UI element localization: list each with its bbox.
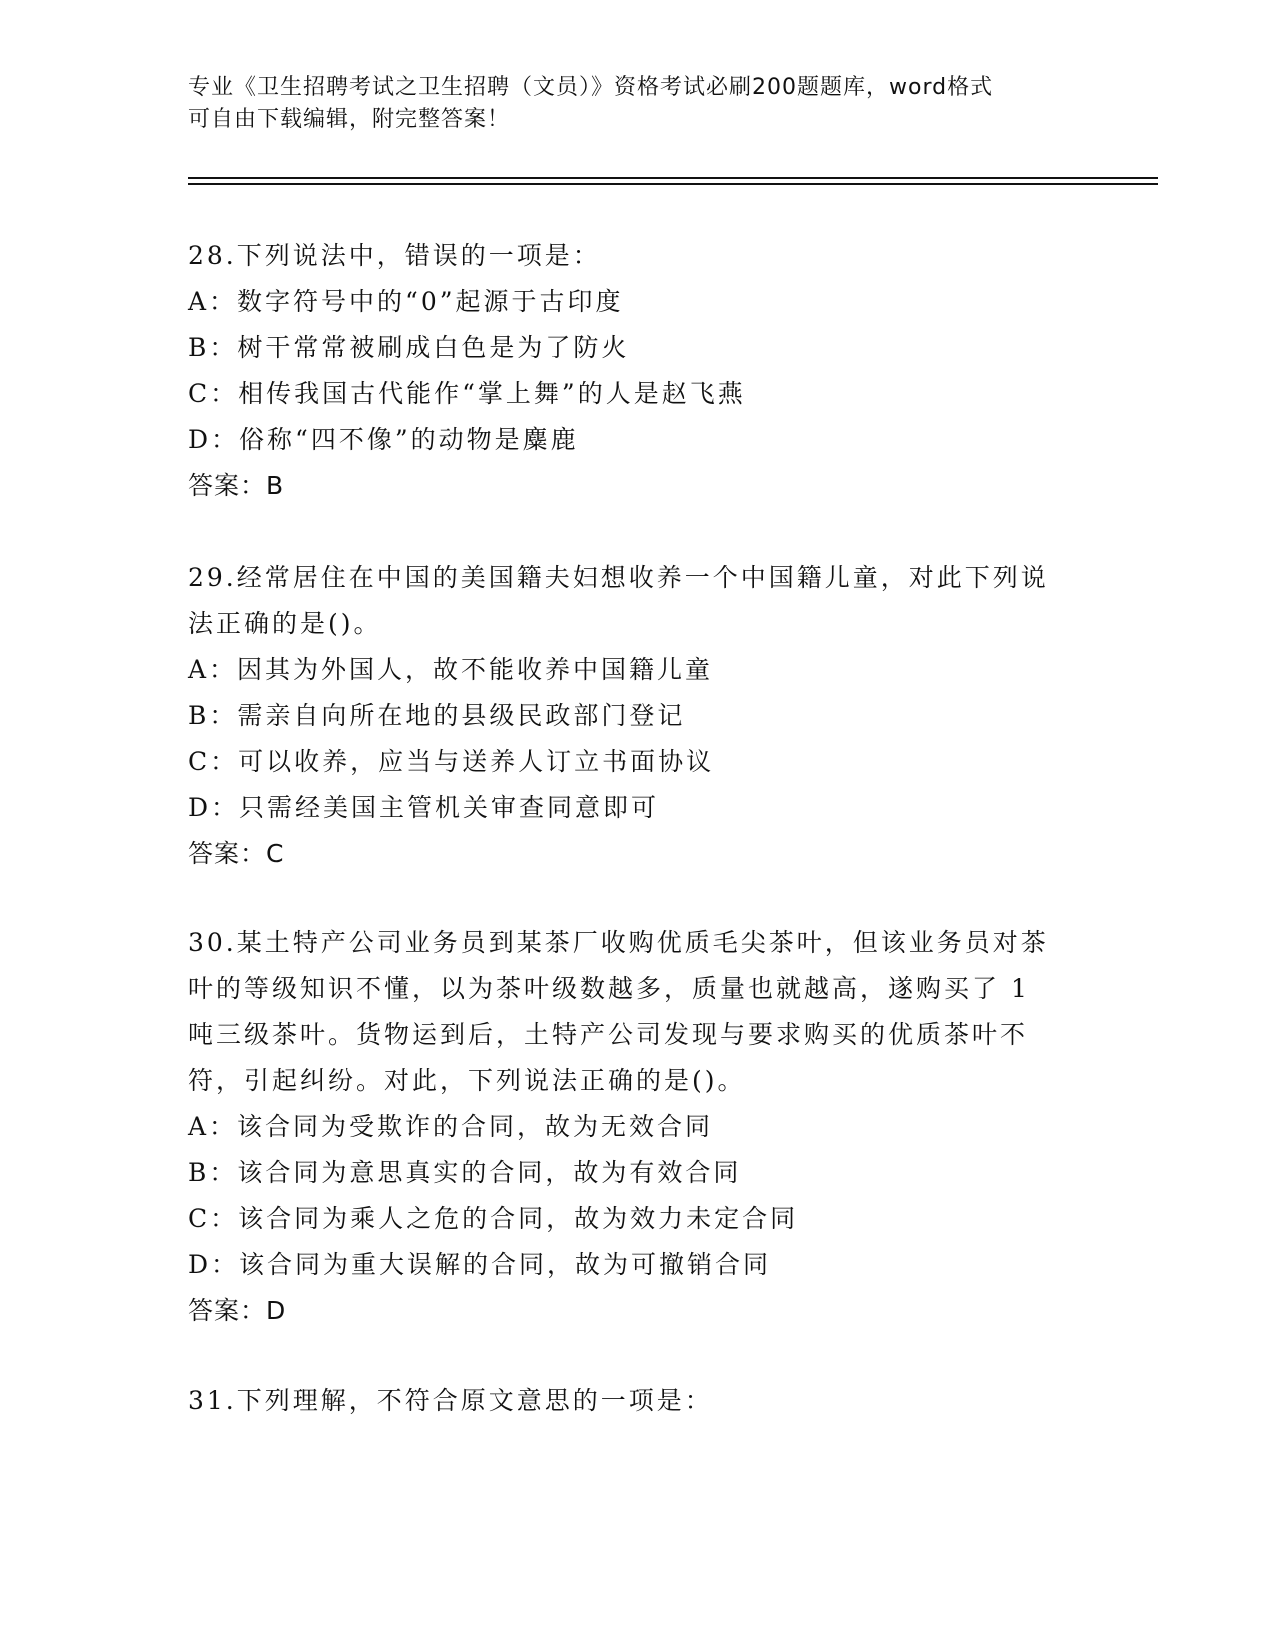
option-d: D：只需经美国主管机关审查同意即可 [188, 793, 660, 822]
document-header [188, 72, 1068, 136]
header-divider [188, 177, 1158, 179]
question-28 [188, 233, 1068, 509]
answer-label: 答案：B [188, 471, 285, 500]
question-stem: 29.经常居住在中国的美国籍夫妇想收养一个中国籍儿童，对此下列说 [188, 563, 1049, 592]
question-29 [188, 555, 1068, 877]
option-b: B：树干常常被刷成白色是为了防火 [188, 333, 630, 362]
option-c: C：可以收养，应当与送养人订立书面协议 [188, 747, 715, 776]
question-stem: 吨三级茶叶。货物运到后，土特产公司发现与要求购买的优质茶叶不 [188, 1020, 1029, 1049]
header-divider [188, 183, 1158, 185]
header-line: 专业《卫生招聘考试之卫生招聘（文员）》资格考试必刷200题题库，word格式 [188, 75, 994, 100]
option-a: A：该合同为受欺诈的合同，故为无效合同 [188, 1112, 714, 1141]
option-d: D：该合同为重大误解的合同，故为可撤销合同 [188, 1250, 772, 1279]
answer-label: 答案：D [188, 1296, 287, 1325]
question-stem: 31.下列理解，不符合原文意思的一项是： [188, 1386, 713, 1415]
question-stem: 法正确的是()。 [188, 609, 382, 638]
question-30 [188, 920, 1068, 1334]
header-line: 可自由下载编辑，附完整答案！ [188, 107, 511, 132]
option-d: D：俗称“四不像”的动物是麋鹿 [188, 425, 579, 454]
question-stem: 符，引起纠纷。对此，下列说法正确的是()。 [188, 1066, 746, 1095]
answer-label: 答案：C [188, 839, 285, 868]
option-c: C：相传我国古代能作“掌上舞”的人是赵飞燕 [188, 379, 746, 408]
option-b: B：需亲自向所在地的县级民政部门登记 [188, 701, 686, 730]
option-a: A：因其为外国人，故不能收养中国籍儿童 [188, 655, 714, 684]
question-stem: 28.下列说法中，错误的一项是： [188, 241, 601, 270]
question-stem: 30.某土特产公司业务员到某茶厂收购优质毛尖茶叶，但该业务员对茶 [188, 928, 1049, 957]
question-31 [188, 1378, 1068, 1424]
option-a: A：数字符号中的“0”起源于古印度 [188, 287, 624, 316]
option-c: C：该合同为乘人之危的合同，故为效力未定合同 [188, 1204, 799, 1233]
question-stem: 叶的等级知识不懂，以为茶叶级数越多，质量也就越高，遂购买了 1 [188, 974, 1030, 1003]
option-b: B：该合同为意思真实的合同，故为有效合同 [188, 1158, 742, 1187]
